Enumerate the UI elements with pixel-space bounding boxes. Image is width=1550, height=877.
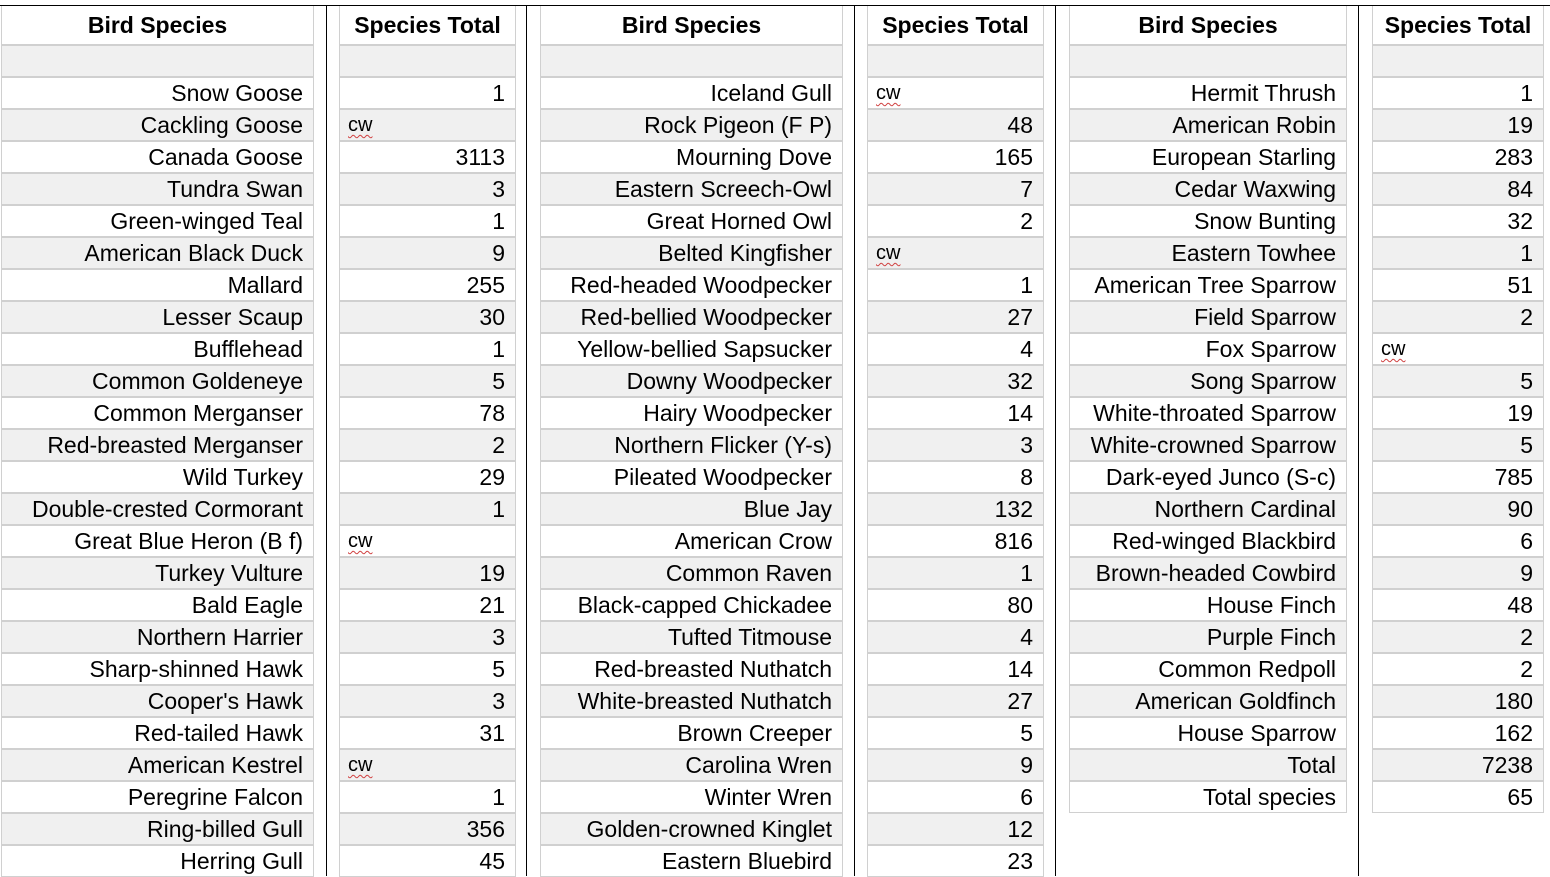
total-cell: 14	[867, 397, 1044, 429]
column-divider	[526, 6, 527, 876]
total-cell: 1	[867, 269, 1044, 301]
species-cell: Mourning Dove	[540, 141, 843, 173]
species-cell: Lesser Scaup	[1, 301, 314, 333]
total-cell: 31	[339, 717, 516, 749]
species-cell: Wild Turkey	[1, 461, 314, 493]
species-cell: Total species	[1069, 781, 1347, 813]
species-cell: Iceland Gull	[540, 77, 843, 109]
total-cell: 1	[339, 781, 516, 813]
species-cell: Turkey Vulture	[1, 557, 314, 589]
total-cell: 19	[1372, 109, 1544, 141]
count-week-mark: cw	[1381, 338, 1406, 360]
total-cell: 45	[339, 845, 516, 877]
total-cell: 7	[867, 173, 1044, 205]
species-cell: Red-winged Blackbird	[1069, 525, 1347, 557]
total-cell: 32	[1372, 205, 1544, 237]
species-cell: American Tree Sparrow	[1069, 269, 1347, 301]
total-cell: 48	[867, 109, 1044, 141]
total-cell: 8	[867, 461, 1044, 493]
total-cell: 5	[867, 717, 1044, 749]
total-cell: 1	[867, 557, 1044, 589]
species-cell: American Crow	[540, 525, 843, 557]
species-cell: Bald Eagle	[1, 589, 314, 621]
species-cell: Common Raven	[540, 557, 843, 589]
column-divider	[1358, 6, 1359, 876]
total-cell: 32	[867, 365, 1044, 397]
total-cell: 816	[867, 525, 1044, 557]
species-cell: Total	[1069, 749, 1347, 781]
total-cell: 4	[867, 333, 1044, 365]
column-divider	[326, 6, 327, 876]
count-week-mark: cw	[876, 242, 901, 264]
species-cell: Peregrine Falcon	[1, 781, 314, 813]
species-header: Bird Species	[1069, 6, 1347, 45]
species-cell	[1, 45, 314, 77]
total-cell: 12	[867, 813, 1044, 845]
total-cell: 2	[1372, 653, 1544, 685]
total-cell	[339, 749, 516, 781]
species-cell: Song Sparrow	[1069, 365, 1347, 397]
total-cell: 5	[339, 365, 516, 397]
species-cell: Double-crested Cormorant	[1, 493, 314, 525]
total-cell: 51	[1372, 269, 1544, 301]
species-cell: Snow Goose	[1, 77, 314, 109]
total-cell	[867, 45, 1044, 77]
total-cell: 84	[1372, 173, 1544, 205]
species-cell: Ring-billed Gull	[1, 813, 314, 845]
total-cell: 80	[867, 589, 1044, 621]
species-cell: Eastern Screech-Owl	[540, 173, 843, 205]
species-cell: Red-headed Woodpecker	[540, 269, 843, 301]
total-cell: 1	[1372, 77, 1544, 109]
total-cell: 19	[339, 557, 516, 589]
total-cell: 5	[1372, 429, 1544, 461]
species-cell: Winter Wren	[540, 781, 843, 813]
species-cell: Brown Creeper	[540, 717, 843, 749]
species-cell: Bufflehead	[1, 333, 314, 365]
total-cell	[339, 525, 516, 557]
total-cell	[1372, 333, 1544, 365]
total-cell: 5	[1372, 365, 1544, 397]
species-cell: Field Sparrow	[1069, 301, 1347, 333]
species-cell: Red-tailed Hawk	[1, 717, 314, 749]
total-cell: 6	[867, 781, 1044, 813]
species-cell: Herring Gull	[1, 845, 314, 877]
total-cell: 2	[867, 205, 1044, 237]
total-cell: 3	[867, 429, 1044, 461]
column-divider	[1055, 6, 1056, 876]
total-cell: 2	[339, 429, 516, 461]
total-cell: 5	[339, 653, 516, 685]
species-cell: Common Merganser	[1, 397, 314, 429]
total-cell: 21	[339, 589, 516, 621]
total-cell: 19	[1372, 397, 1544, 429]
column-divider	[854, 6, 855, 876]
species-cell: Hermit Thrush	[1069, 77, 1347, 109]
species-cell: White-throated Sparrow	[1069, 397, 1347, 429]
count-week-mark: cw	[876, 82, 901, 104]
count-week-mark: cw	[348, 754, 373, 776]
species-cell: Common Redpoll	[1069, 653, 1347, 685]
species-cell: Red-breasted Nuthatch	[540, 653, 843, 685]
count-week-mark: cw	[348, 530, 373, 552]
species-cell: American Black Duck	[1, 237, 314, 269]
total-cell	[867, 77, 1044, 109]
species-cell: Pileated Woodpecker	[540, 461, 843, 493]
species-cell: Purple Finch	[1069, 621, 1347, 653]
species-cell: Brown-headed Cowbird	[1069, 557, 1347, 589]
species-header: Bird Species	[540, 6, 843, 45]
total-cell: 23	[867, 845, 1044, 877]
species-cell: Dark-eyed Junco (S-c)	[1069, 461, 1347, 493]
species-cell: Downy Woodpecker	[540, 365, 843, 397]
species-cell: White-crowned Sparrow	[1069, 429, 1347, 461]
total-cell: 65	[1372, 781, 1544, 813]
total-cell: 27	[867, 685, 1044, 717]
species-cell: American Kestrel	[1, 749, 314, 781]
species-cell: Eastern Towhee	[1069, 237, 1347, 269]
species-cell: Great Horned Owl	[540, 205, 843, 237]
count-week-mark: cw	[348, 114, 373, 136]
total-cell: 785	[1372, 461, 1544, 493]
total-cell: 132	[867, 493, 1044, 525]
total-cell: 78	[339, 397, 516, 429]
species-cell: Red-breasted Merganser	[1, 429, 314, 461]
total-cell: 3	[339, 621, 516, 653]
total-cell: 283	[1372, 141, 1544, 173]
total-cell: 180	[1372, 685, 1544, 717]
total-cell: 2	[1372, 301, 1544, 333]
species-cell: Black-capped Chickadee	[540, 589, 843, 621]
species-cell: Red-bellied Woodpecker	[540, 301, 843, 333]
total-cell: 90	[1372, 493, 1544, 525]
total-cell: 29	[339, 461, 516, 493]
total-cell	[1372, 45, 1544, 77]
species-cell	[540, 45, 843, 77]
species-cell: Eastern Bluebird	[540, 845, 843, 877]
total-cell: 1	[339, 493, 516, 525]
total-cell	[339, 45, 516, 77]
species-cell: Cackling Goose	[1, 109, 314, 141]
species-header: Bird Species	[1, 6, 314, 45]
total-cell: 48	[1372, 589, 1544, 621]
total-header: Species Total	[1372, 6, 1544, 45]
species-cell: Common Goldeneye	[1, 365, 314, 397]
species-cell: Great Blue Heron (B f)	[1, 525, 314, 557]
species-cell: Northern Flicker (Y-s)	[540, 429, 843, 461]
total-cell: 4	[867, 621, 1044, 653]
total-cell: 356	[339, 813, 516, 845]
total-cell: 9	[1372, 557, 1544, 589]
total-cell: 9	[867, 749, 1044, 781]
species-cell: American Goldfinch	[1069, 685, 1347, 717]
species-cell: Northern Harrier	[1, 621, 314, 653]
species-cell: Mallard	[1, 269, 314, 301]
total-cell: 7238	[1372, 749, 1544, 781]
species-cell: Northern Cardinal	[1069, 493, 1347, 525]
species-cell: Sharp-shinned Hawk	[1, 653, 314, 685]
total-header: Species Total	[867, 6, 1044, 45]
species-cell: Fox Sparrow	[1069, 333, 1347, 365]
total-cell: 165	[867, 141, 1044, 173]
species-cell: Green-winged Teal	[1, 205, 314, 237]
total-cell: 27	[867, 301, 1044, 333]
total-cell: 3113	[339, 141, 516, 173]
species-cell: Rock Pigeon (F P)	[540, 109, 843, 141]
species-cell: Canada Goose	[1, 141, 314, 173]
total-cell: 2	[1372, 621, 1544, 653]
species-cell: Yellow-bellied Sapsucker	[540, 333, 843, 365]
species-cell: Carolina Wren	[540, 749, 843, 781]
species-cell: Cooper's Hawk	[1, 685, 314, 717]
species-cell: Hairy Woodpecker	[540, 397, 843, 429]
species-cell: Tundra Swan	[1, 173, 314, 205]
species-cell: White-breasted Nuthatch	[540, 685, 843, 717]
total-cell: 1	[1372, 237, 1544, 269]
total-cell: 1	[339, 205, 516, 237]
total-cell	[867, 237, 1044, 269]
species-cell: House Sparrow	[1069, 717, 1347, 749]
total-cell: 14	[867, 653, 1044, 685]
species-cell	[1069, 45, 1347, 77]
total-cell: 30	[339, 301, 516, 333]
total-cell: 3	[339, 173, 516, 205]
species-cell: European Starling	[1069, 141, 1347, 173]
species-cell: Cedar Waxwing	[1069, 173, 1347, 205]
species-cell: Golden-crowned Kinglet	[540, 813, 843, 845]
total-cell: 1	[339, 77, 516, 109]
species-cell: House Finch	[1069, 589, 1347, 621]
species-cell: Snow Bunting	[1069, 205, 1347, 237]
total-cell	[339, 109, 516, 141]
total-cell: 6	[1372, 525, 1544, 557]
species-cell: Blue Jay	[540, 493, 843, 525]
species-cell: Belted Kingfisher	[540, 237, 843, 269]
total-cell: 3	[339, 685, 516, 717]
total-header: Species Total	[339, 6, 516, 45]
species-cell: Tufted Titmouse	[540, 621, 843, 653]
species-cell: American Robin	[1069, 109, 1347, 141]
total-cell: 162	[1372, 717, 1544, 749]
total-cell: 1	[339, 333, 516, 365]
total-cell: 9	[339, 237, 516, 269]
total-cell: 255	[339, 269, 516, 301]
